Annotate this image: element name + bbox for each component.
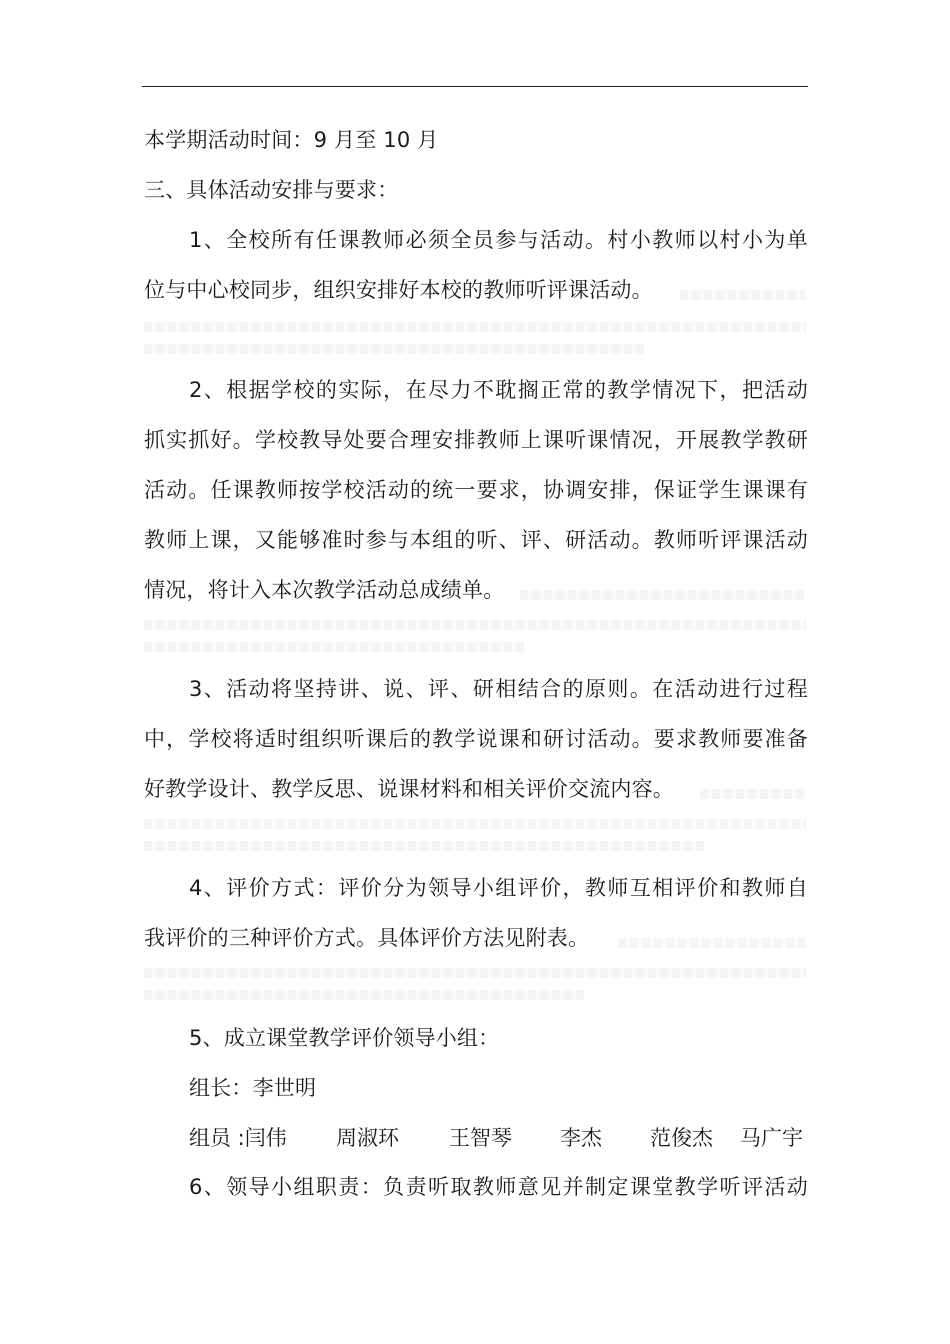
item-4-line-1: 4、评价方式：评价分为领导小组评价，教师互相评价和教师自 [189,876,808,900]
group-leader: 组长：李世明 [189,1076,317,1100]
item-2-line-4: 教师上课，又能够准时参与本组的听、评、研活动。教师听评课活动 [144,528,808,552]
header-rule [142,86,808,87]
item-3-line-1: 3、活动将坚持讲、说、评、研相结合的原则。在活动进行过程 [189,677,808,701]
member-name: 王智琴 [449,1126,512,1150]
faded-text-artifact [700,789,805,799]
item-4-line-2: 我评价的三种评价方式。具体评价方法见附表。 [144,926,590,950]
item-3-line-2: 中，学校将适时组织听课后的教学说课和研讨活动。要求教师要准备 [144,727,808,751]
faded-text-artifact [144,642,524,652]
section-heading: 三、具体活动安排与要求： [144,178,399,202]
member-name: 范俊杰 [650,1126,713,1150]
faded-text-artifact [144,990,584,1000]
item-2-line-3: 活动。任课教师按学校活动的统一要求，协调安排，保证学生课课有 [144,478,808,502]
item-6-line-1: 6、领导小组职责：负责听取教师意见并制定课堂教学听评活动 [189,1175,808,1199]
item-2-line-1: 2、根据学校的实际，在尽力不耽搁正常的教学情况下，把活动 [189,378,808,402]
faded-text-artifact [144,620,806,630]
members-label: 组员 :闫伟 [189,1126,287,1150]
faded-text-artifact [144,344,644,354]
faded-text-artifact [144,841,704,851]
item-5-heading: 5、成立课堂教学评价领导小组： [189,1026,500,1050]
activity-time: 本学期活动时间：9 月至 10 月 [144,128,439,152]
member-name: 李杰 [560,1126,602,1150]
item-2-line-2: 抓实抓好。学校教导处要合理安排教师上课听课情况，开展教学教研 [144,428,808,452]
item-1-line-2: 位与中心校同步，组织安排好本校的教师听评课活动。 [144,278,653,302]
faded-text-artifact [618,938,805,948]
member-name: 周淑环 [336,1126,399,1150]
member-name: 马广宇 [740,1126,803,1150]
item-1-line-1: 1、全校所有任课教师必须全员参与活动。村小教师以村小为单 [189,228,808,252]
faded-text-artifact [144,968,806,978]
faded-text-artifact [680,290,805,300]
faded-text-artifact [520,590,805,600]
item-3-line-3: 好教学设计、教学反思、说课材料和相关评价交流内容。 [144,777,674,801]
faded-text-artifact [144,819,806,829]
faded-text-artifact [144,322,806,332]
item-2-line-5: 情况，将计入本次教学活动总成绩单。 [144,578,505,602]
